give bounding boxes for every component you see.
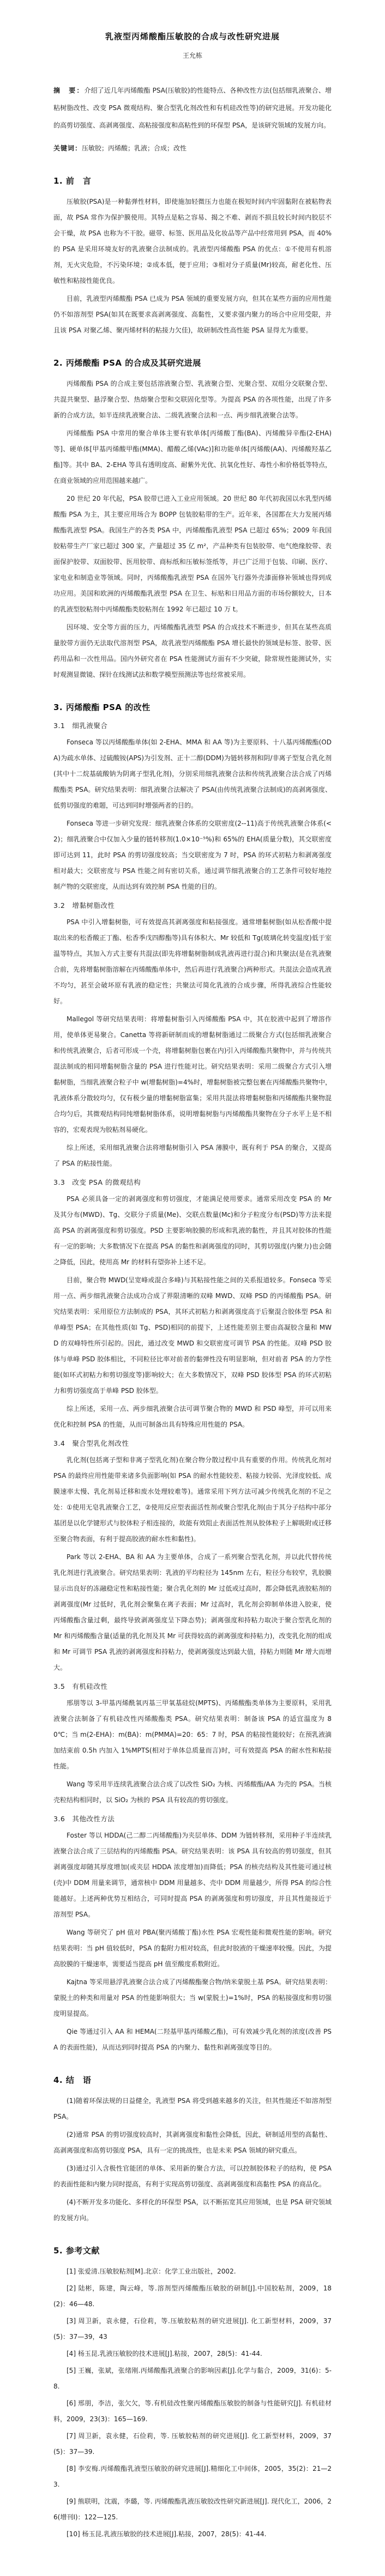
paragraph: 邢朋等以 3-甲基丙烯酰氧丙基三甲氧基硅烷(MPTS)、丙烯酸酯类单体为主要原料，采用乳液聚合法制备了有机硅改性丙烯酸酯类 PSA。研究结果表明：制备该 PSA 的适宜温度为 80℃；当 m(2-EHA)：m(BA)：m(PMMA)=20：65：7 时，PSA 的粘接性能较好；在预乳液滴加结束前 0.5h 内加入 1%MPTS(相对于单体总质量而言)时，可有效提高 PSA 的耐水性和粘接性能。: [53, 1699, 332, 1770]
paragraph: 目前，聚合物 MWD(呈宽峰或混合多峰)与其粘接性能之间的关系报道较多。Fonseca 等采用一点、两步细乳液聚合法成功合成了界限清晰的双峰 MWD、双峰 PSD 的丙烯酸酯 PSA。研究结果表明：采用原位方法制成的 PSA，其环式初粘力和剥离强度高于后聚混合胶体型 PSA 和单峰型 PSA；在其他性质(如 Tg、PSD)相同的前提下，上述性能差别主要由高凝胶含量和 MWD 的双峰特性所引起的。因此，通过改变 MWD 和交联密度可调节 PSA 的性能。双峰 PSD 胶体与单峰 PSD 胶体相比，不同粒径比率对前者的黏弹性没有明显影响，但对前者 PSA 的力学性能(如环式初粘力和剪切强度等)影响较大；在大多数情况下，双峰 PSD 胶体型 PSA 的环式初粘力和剪切强度高于单峰 PSD 胶体型。: [53, 1276, 332, 1395]
abstract: [53, 82, 332, 134]
reference-item: [3] 周卫新，袁永健，石俭莉，等.压敏胶粘剂的研究进展[J]. 化工新型材料，2009，37(5)：37—39，43: [53, 2317, 332, 2341]
paragraph: (1)随着环保法规的日益健全，乳液型 PSA 将受到越来越多的关注，但其性能还不如溶剂型 PSA。: [53, 2097, 332, 2120]
reference-item: [10] 杨玉昆.乳液压敏胶的技术进展[J].粘接，2007，28(5)：41-44.: [67, 2530, 267, 2538]
paper-title: 乳液型丙烯酸酯压敏胶的合成与改性研究进展: [105, 32, 280, 41]
subsection-heading-3-3: 3.3 改变 PSA 的微观结构: [53, 1178, 141, 1186]
reference-item: [6] 邢朋，李洁，张欠欠，等.有机硅改性聚丙烯酸酯压敏胶的制备与性能研究[J]. 有机硅材料，2009，23(3)：165—169.: [53, 2399, 332, 2423]
section-heading-2: 2. 丙烯酸酯 PSA 的合成及其研究进展: [53, 358, 201, 368]
section-heading-3: 3. 丙烯酸酯 PSA 的改性: [53, 702, 151, 712]
paragraph: Park 等以 2-EHA、BA 和 AA 为主要单体，合成了一系列聚合型乳化剂，并以此代替传统乳化剂进行乳液聚合。研究结果表明：乳液的平均粒径为 145nm 左右，粒径分布较窄，乳胶膜显示出良好的冻融稳定性和粘接性能；聚合乳化剂的 Mr 过低或过高时，都会降低乳液胶粘剂的剥离强度(Mr 过低时，乳化剂会聚集在离子表面；Mr 过高时，乳化剂会抑制单体进入胶束，使丙烯酸酯含量过剩，最终导致剥离强度呈下降态势)；剥离强度和持粘力取决于聚合型乳化剂的 Mr 和丙烯酸酯含量(适量的乳化剂及其 Mr 可获得较高的剥离强度和持粘力)，改变乳化剂的组成和 Mr 可调节 PSA 乳液的剥离强度和持粘力，使剥离强度达到最大值，持粘力则随 Mr 增大而增大。: [53, 1553, 332, 1671]
paragraph: (4)不断开发多功能化、多样化的环保型 PSA，以不断拓宽其应用领域，也是 PSA 研究领域的发展方向。: [53, 2198, 332, 2222]
section-heading-1: 1. 前 言: [53, 176, 92, 186]
paragraph: Mallegol 等研究结果表明：将增黏树脂引入丙烯酸酯 PSA 中，其在胶液中起到了增溶作用，使单体更易聚合。Canetta 等将新研制而成的增黏树脂通过二级聚合方式(包括细乳液聚合和传统乳液聚合，后者可形成一个壳，将增黏树脂包裹在内)引入丙烯酸酯共聚物中，并与传统共混法制成的相同增黏树脂含量的 PSA 进行性能对比。研究结果表明：采用二级聚合方式引入增黏树脂，当细乳液聚合粒子中 w(增黏树脂)=4%时，增黏树脂被完整包裹在丙烯酸酯共聚物中，乳液体系分散较均匀，仅有极少量的增黏树脂富集；采用共混法将增黏树脂和丙烯酸酯共聚物混合均匀后，其微观结构同纯增黏树脂体系，说明增黏树脂与丙烯酸酯共聚物在分子水平上是不相容的，宏观表现为胶粘剂易硬化。: [53, 1015, 332, 1134]
reference-item: [7] 周卫新，袁永健，石俭莉，等. 压敏胶粘剂的研究进展[J]. 化工新型材料，2009，37(5)：37—39.: [53, 2432, 332, 2456]
paragraph: Wang 等研究了 pH 值对 PBA(聚丙烯酸丁酯)水性 PSA 宏观性能和微观性能的影响。研究结果表明：当 pH 值较低时，PSA 的黏附力相对较高，但此时胶液的干燥速率较慢。因此，为提高胶膜的干燥速率，需要适当提高 pH 值至酸度系数附近。: [53, 1929, 332, 1968]
reference-item: [4] 杨玉昆.乳液压敏胶的技术进展[J].粘接，2007，28(5)：41-44.: [67, 2350, 262, 2357]
subsection-heading-3-1: 3.1 细乳液聚合: [53, 722, 108, 730]
subsection-heading-3-6: 3.6 其他改性方法: [53, 1815, 115, 1823]
paragraph: 目前，乳液型丙烯酸酯 PSA 已成为 PSA 领域的重要发展方向，但其在某些方面的应用性能仍不如溶剂型 PSA(如其在既要求高剥离强度、高黏性，又要求强内聚力的场合中应用受限，并且该 PSA 对聚乙烯、聚丙烯材料的粘接力欠佳)，故研制改性高性能 PSA 显得尤为重要。: [53, 295, 332, 334]
section-heading-5: 5. 参考文献: [53, 2246, 100, 2256]
abstract-label: 摘 要：: [53, 87, 85, 94]
paragraph: (3)通过引入含极性官能团的单体、采用新的聚合方法，可以控制胶体粒子的结构，使 PSA 的表面性能和内聚力同时提高，有利于实现高剪切强度、高剥离强度和高黏性 PSA 的商品化。: [53, 2165, 332, 2188]
subsection-heading-3-2: 3.2 增黏树脂改性: [53, 901, 115, 910]
paragraph: 综上所述，采用细乳液聚合法将增黏树脂引入 PSA 薄膜中，既有利于 PSA 的聚合，又提高了 PSA 的粘接性能。: [53, 1144, 332, 1167]
paragraph: Fonseca 等以丙烯酸酯单体(如 2-EHA、MMA 和 AA 等)为主要原料、十八基丙烯酸酯(ODA)为疏水单体、过硫酸铵(APS)为引发剂、正十二醇(DDM)为链转移剂和阴/非离子型复合乳化剂(其中十二烷基硫酸钠为阴离子型乳化剂)，分别采用细乳液聚合法和传统乳液聚合法合成了丙烯酸酯类 PSA。研究结果表明：细乳液聚合法解决了 PSA(由传统乳液聚合法制成)的高剥离强度、低剪切强度的难题，可达到同时增强两者的目的。: [53, 738, 332, 809]
paragraph: Kajtna 等采用悬浮乳液聚合法合成了丙烯酸酯聚合物/纳米蒙脱土基 PSA。研究结果表明：蒙脱土的种类和用量对 PSA 的性能影响很大；当 w(蒙脱土)=1%时，PSA 的粘接强度和剪切强度明显提高。: [53, 1978, 332, 2017]
subsection-heading-3-4: 3.4 聚合型乳化剂改性: [53, 1439, 129, 1447]
reference-item: [8] 李安梅.丙烯酸酯乳液型压敏胶的研究进展[J].精细化工中间体，2005，35(2)：21—23.: [53, 2465, 332, 2488]
paragraph: 因环境、安全等方面的压力，丙烯酸酯乳液型 PSA 的合成技术不断进步，但其在某些高质量胶带方面仍无法取代溶剂型 PSA，故乳液型丙烯酸酯 PSA 增长最快的领域是标签、胶带、医药用品和一次性用品。国内外研究者在 PSA 性能测试方面有不少突破，除常规性能测试外，实时观测显微镜、探针在线测试法和数学模型预测法等也经常被采用。: [53, 623, 332, 678]
paragraph: 丙烯酸酯 PSA 的合成主要包括溶液聚合型、乳液聚合型、光聚合型、双组分交联聚合型、共混共聚型、悬浮聚合型、热熔聚合型和交联固化型等。为提高 PSA 的各项性能，出现了许多新的合成方法，如半连续乳液聚合法、二级乳液聚合法和一点、两步细乳液聚合法等。: [53, 380, 332, 419]
paper-author: 王允栋: [182, 52, 202, 59]
paragraph: Foster 等以 HDDA(己二醇二丙烯酸酯)为夹层单体、DDM 为链转移剂，采用种子半连续乳液聚合法合成了三层结构的丙烯酸酯 PSA。研究结果表明：该 PSA 具有较高的剪切强度，但其剥离强度却随其厚度增加(或夹层 HDDA 浓度增加)而降低；PSA 的核壳结构及其性能可通过核(壳)中 DDM 用量来调节，通常核中 DDM 用量越多、壳中 DDM 用量越少，所得 PSA 的综合性能越好。上述两种优势互相结合，可同时提高 PSA 的剥离强度和剪切强度，并且其性能接近于溶剂型 PSA。: [53, 1832, 332, 1918]
paragraph: 压敏胶(PSA)是一种黏弹性材料，即使施加轻微压力也能在极短时间内牢固黏附在被粘物表面，故 PSA 常作为保护膜使用。其特点是粘之容易、揭之不难、剥而不损且较长时间内胶层不会干燥，故 PSA 也称为不干胶。磁带、标签、医用品及化妆品等产品中经常用到 PSA，而 40%的 PSA 是采用环境友好的乳液聚合法制成的。乳液型丙烯酸酯 PSA 的优点：①不使用有机溶剂，无火灾危险，不污染环境；②成本低，便于应用；③相对分子质量(Mr)较高，耐老化性、压敏性和粘接性能优良。: [53, 198, 332, 284]
reference-item: [1] 张爱清.压敏胶粘剂[M].北京：化学工业出版社，2002.: [67, 2268, 236, 2275]
paragraph: Qie 等通过引入 AA 和 HEMA(二羟基甲基丙烯酸乙酯)，可有效减少乳化剂的浓度(改善 PSA 的表面性能)，从而达到同时提高 PSA 的内聚力、黏性和剥离强度等目的。: [53, 2028, 332, 2051]
reference-item: [2] 陆彬，陈建，陶云峰，等.溶剂型丙烯酸酯压敏胶的研制[J].中国胶粘剂，2009，18(2)：46—48.: [53, 2284, 332, 2308]
reference-item: [9] 熊联明，沈震，李璐，等. 丙烯酸酯乳液压敏胶改性研究新进展[J]. 现代化工，2006，26(增刊I)：122—125.: [53, 2498, 332, 2521]
paragraph: PSA 中引入增黏树脂，可有效提高其剥离强度和粘接强度。通常增黏树脂(如从松香酸中提取出来的松香酸正丁酯、松香季戊四醇酯等)具有体积大、Mr 较低和 Tg(玻璃化转变温度)低于室温等特点，其加入方式主要有共混法(即先将增黏树脂制成乳液再进行混合)和共聚法(是在乳液聚合前，先将增黏树脂溶解在丙烯酸酯单体中，然后再进行乳液聚合)两种形式。共混法会造成乳液不均匀，甚至会破坏原有乳液的稳定性；共聚法可简化乳液的合成步骤，所得乳液综合性能较好。: [53, 918, 332, 1005]
paragraph: 20 世纪 20 年代起，PSA 胶带已进入工业应用领域。20 世纪 80 年代初我国以水乳型丙烯酸酯 PSA 为主，其主要应用场合为 BOPP 包装胶粘带的生产。近年来，各国都在大力发展丙烯酸酯乳液型 PSA。我国生产的各类 PSA 中，丙烯酸酯乳液型 PSA 已超过 65%；2009 年我国胶粘带生产厂家已超过 300 家，产量超过 35 亿 m²，产品种类有包装胶带、电气绝缘胶带、表面保护胶带、双面胶带、医用胶带、商标纸和压敏标签纸等，并已广泛用于包装、印刷、医疗、家电业和制造业等领域。同时，丙烯酸酯乳液型 PSA 在国外飞行器外壳漆面修补领域也得到成功应用。美国和欧洲的丙烯酸酯乳液型 PSA 在卫生、标贴和日用品方面的市场份额较大，日本的乳液型胶粘剂中丙烯酸酯类胶粘剂在 1992 年已超过 10 万 t。: [53, 495, 332, 613]
paragraph: PSA 必须具备一定的剥离强度和剪切强度，才能满足使用要求。通常采用改变 PSA 的 Mr 及其分布(MWD)、Tg、交联分子质量(Me)、交联点数量(Mc)和分子粒度分布(PSD)等方法来提高 PSA 的剥离强度和剪切强度。PSD 主要影响胶膜的形成和乳液的黏性，并且其对胶体的性能有一定的影响；大多数情况下在提高 PSA 的黏性和剥离强度的同时，其剪切强度(内聚力)也会随之降低，因此，使用高 Mr 的材料有望弥补上述不足。: [53, 1195, 332, 1266]
abstract-text: 介绍了近几年丙烯酸酯 PSA(压敏胶)的性能特点、各种改性方法(包括细乳液聚合、增粘树脂改性、改变 PSA 微观结构、聚合型乳化剂改性和有机硅改性等)的研究进展。开发功能化的高剪切强度、高剥离强度、高粘接强度和高粘性到的环保型 PSA，是该研究领域的发展方向。: [53, 87, 332, 129]
section-heading-4: 4. 结 语: [53, 2075, 92, 2085]
paragraph: 乳化剂(包括离子型和非离子型乳化剂)在聚合物分散过程中具有重要的作用。传统乳化剂对 PSA 的最终应用性能带来诸多负面影响(如 PSA 的耐水性能较差、粘接力较弱、光泽度较低、成膜速率太慢、乳化剂易迁移和废水处理较难等)。通常采用下列方法可减少传统乳化剂的不足之处：①使用无皂乳液聚合工艺，②使用反应型表面活性剂或聚合型乳化剂(由于其分子结构中部分基团是以化学键形式与胶体粒子相连接的，故能有效阻止表面活性剂从胶体粒子上解吸附或迁移至聚合物表面，有利于提高胶液的耐水性和黏性)。: [53, 1456, 332, 1543]
keywords-text: 压敏胶；丙烯酸；乳液；合成；改性: [82, 144, 187, 152]
paragraph: (2)通常 PSA 的剪切强度较高时，其剥离强度和黏性会降低，因此，研制适用型的高黏性、高剥离强度和高剪切强度 PSA，具有一定的挑战性，也是未来 PSA 领域的研究重点。: [53, 2131, 332, 2154]
keywords: [53, 141, 332, 156]
paragraph: 丙烯酸酯 PSA 中常用的聚合单体主要有软单体[丙烯酸丁酯(BA)、丙烯酸异辛酯(2-EHA)等]、硬单体[甲基丙烯酸甲酯(MMA)、醋酸乙烯(VAc)]和功能单体[丙烯酸(AA)、丙烯酸羟基乙酯]等。其中 BA、2-EHA 等具有透明度高、耐紫外光优、抗氧化性好、毒性小和价格低等特点，在商业领域的应用范围越来越广。: [53, 429, 332, 484]
paragraph: 综上所述，采用一点、两步细乳液聚合法可调节聚合物的 MWD 和 PSD 峰型，并可以用来优化和控制 PSA 的性能，从而可制备出具有特殊应用性能的 PSA。: [53, 1405, 332, 1428]
subsection-heading-3-5: 3.5 有机硅改性: [53, 1682, 108, 1690]
paragraph: Wang 等采用半连续乳液聚合法合成了以改性 SiO₂ 为核、丙烯酸酯/AA 为壳的 PSA。当核壳粒结构相同时，以 SiO₂ 为核的 PSA 具有较高的剪切强度。: [53, 1780, 332, 1804]
reference-item: [5] 王巍，张斌，张绪刚.丙烯酸酯乳液聚合的影响因素[J].化学与黏合，2009，31(6)：5-8.: [53, 2367, 332, 2390]
paragraph: Fonseca 等进一步研究发现：细乳液聚合体系的交联密度(2--11)高于传统乳液聚合体系(<2)；细乳液聚合中仅加入少量的链转移剂(1.0×10⁻⁵%)和 65%的 EHA(质量分数)，其交联密度即可达到 11，此时 PSA 的剪切强度较高；当交联密度为 7 时，PSA 的环式初粘力和剥离强度相对最大；交联密度与 PSA 性能之间有密切关系，通过调节细乳液聚合的工艺条件可较好地控制产物的交联密度，从而达到有效控制 PSA 性能的目的。: [53, 820, 332, 890]
keywords-label: 关键词：: [53, 144, 82, 152]
